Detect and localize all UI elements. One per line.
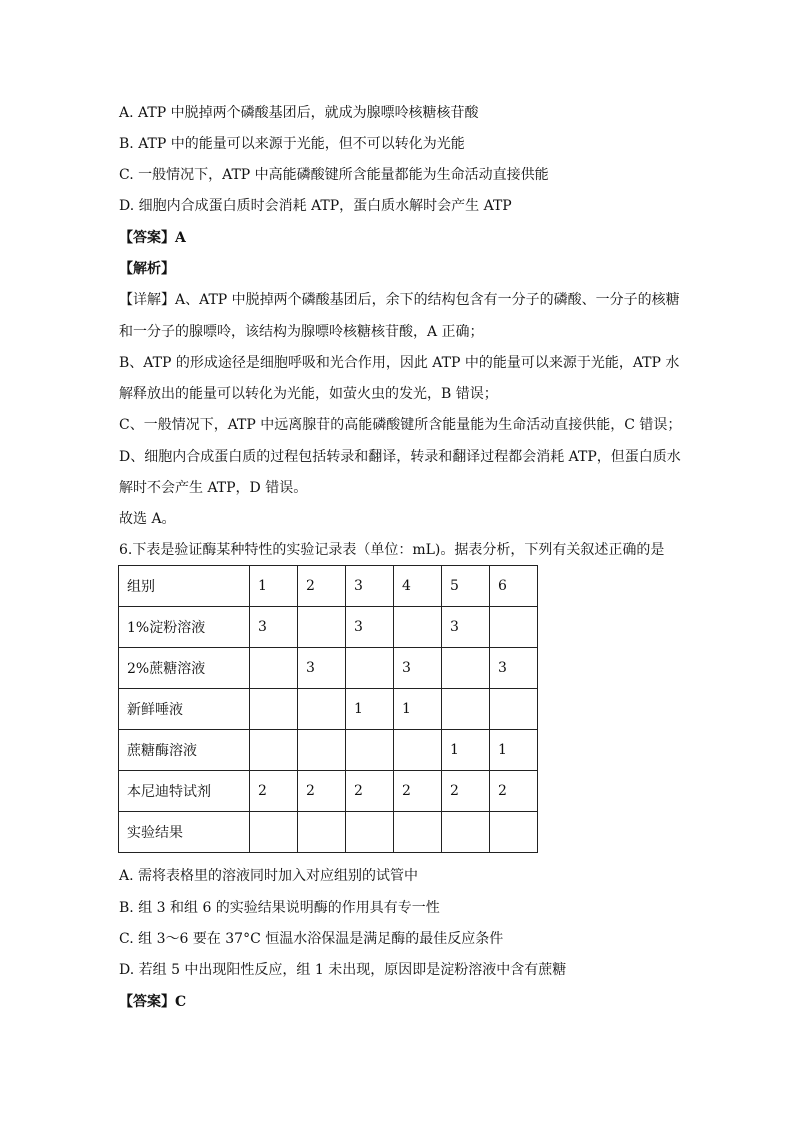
table-cell (394, 812, 442, 853)
analysis-line-4: 解释放出的能量可以转化为光能，如萤火虫的发光，B 错误； (119, 386, 498, 402)
table-cell: 3 (442, 607, 490, 648)
q6-option-a: A. 需将表格里的溶液同时加入对应组别的试管中 (119, 868, 419, 884)
table-cell (298, 689, 346, 730)
table-cell: 3 (394, 648, 442, 689)
table-cell: 1 (346, 689, 394, 730)
table-cell: 组别 (119, 566, 250, 607)
table-cell: 2 (394, 771, 442, 812)
table-cell (250, 812, 298, 853)
table-cell (250, 648, 298, 689)
table-cell (490, 812, 538, 853)
table-cell (298, 730, 346, 771)
table-row (119, 730, 538, 771)
table-cell: 1 (442, 730, 490, 771)
table-cell (346, 730, 394, 771)
analysis-line-2: 和一分子的腺嘌呤，该结构为腺嘌呤核糖核苷酸，A 正确； (119, 324, 484, 340)
table-cell: 3 (250, 607, 298, 648)
table-row (119, 607, 538, 648)
table-cell: 3 (490, 648, 538, 689)
table-cell (394, 730, 442, 771)
table-cell (346, 812, 394, 853)
table-cell: 2 (490, 771, 538, 812)
table-row (119, 812, 538, 853)
table-cell: 1 (250, 566, 298, 607)
table-cell: 4 (394, 566, 442, 607)
table-cell: 6 (490, 566, 538, 607)
table-cell (298, 607, 346, 648)
table-cell (490, 607, 538, 648)
q6-option-b: B. 组 3 和组 6 的实验结果说明酶的作用具有专一性 (119, 900, 440, 916)
table-cell: 2 (250, 771, 298, 812)
table-cell: 1%淀粉溶液 (119, 607, 250, 648)
q6-option-d: D. 若组 5 中出现阳性反应，组 1 未出现，原因即是淀粉溶液中含有蔗糖 (119, 962, 567, 978)
table-row (119, 771, 538, 812)
table-cell: 1 (490, 730, 538, 771)
table-cell (394, 607, 442, 648)
analysis-line-1: 【详解】A、ATP 中脱掉两个磷酸基团后，余下的结构包含有一分子的磷酸、一分子的核糖 (119, 292, 680, 308)
table-cell: 实验结果 (119, 812, 250, 853)
table-cell: 2 (442, 771, 490, 812)
analysis-label: 【解析】 (119, 261, 175, 277)
table-cell: 5 (442, 566, 490, 607)
table-cell (250, 689, 298, 730)
q5-answer: 【答案】A (119, 230, 186, 246)
q6-option-c: C. 组 3～6 要在 37°C 恒温水浴保温是满足酶的最佳反应条件 (119, 931, 504, 947)
analysis-line-3: B、ATP 的形成途径是细胞呼吸和光合作用，因此 ATP 中的能量可以来源于光能，ATP 水 (119, 355, 680, 371)
table-cell (250, 730, 298, 771)
q5-option-c: C. 一般情况下，ATP 中高能磷酸键所含能量都能为生命活动直接供能 (119, 167, 549, 183)
table-cell: 本尼迪特试剂 (119, 771, 250, 812)
table-cell: 3 (346, 566, 394, 607)
analysis-line-6: D、细胞内合成蛋白质的过程包括转录和翻译，转录和翻译过程都会消耗 ATP，但蛋白质水 (119, 449, 681, 465)
q6-answer: 【答案】C (119, 994, 187, 1010)
table-cell: 3 (346, 607, 394, 648)
table-cell: 蔗糖酶溶液 (119, 730, 250, 771)
table-cell (346, 648, 394, 689)
table-cell (442, 648, 490, 689)
table-cell (442, 812, 490, 853)
table-row (119, 648, 538, 689)
analysis-line-7: 解时不会产生 ATP，D 错误。 (119, 480, 308, 496)
table-cell: 3 (298, 648, 346, 689)
question-6: 6.下表是验证酶某种特性的实验记录表（单位：mL)。据表分析，下列有关叙述正确的是 (119, 542, 665, 558)
table-cell: 2 (298, 771, 346, 812)
table-cell: 2 (298, 566, 346, 607)
q5-option-b: B. ATP 中的能量可以来源于光能，但不可以转化为光能 (119, 136, 465, 152)
q5-option-a: A. ATP 中脱掉两个磷酸基团后，就成为腺嘌呤核糖核苷酸 (119, 105, 479, 121)
table-cell: 2%蔗糖溶液 (119, 648, 250, 689)
table-row (119, 689, 538, 730)
table-cell (298, 812, 346, 853)
table-cell: 新鲜唾液 (119, 689, 250, 730)
conclusion: 故选 A。 (119, 511, 176, 527)
experiment-table (118, 565, 538, 853)
table-cell: 1 (394, 689, 442, 730)
table-cell: 2 (346, 771, 394, 812)
q5-option-d: D. 细胞内合成蛋白质时会消耗 ATP，蛋白质水解时会产生 ATP (119, 198, 512, 214)
table-cell (442, 689, 490, 730)
analysis-line-5: C、一般情况下，ATP 中远离腺苷的高能磷酸键所含能量能为生命活动直接供能，C 错误； (119, 417, 682, 433)
table-row (119, 566, 538, 607)
table-cell (490, 689, 538, 730)
